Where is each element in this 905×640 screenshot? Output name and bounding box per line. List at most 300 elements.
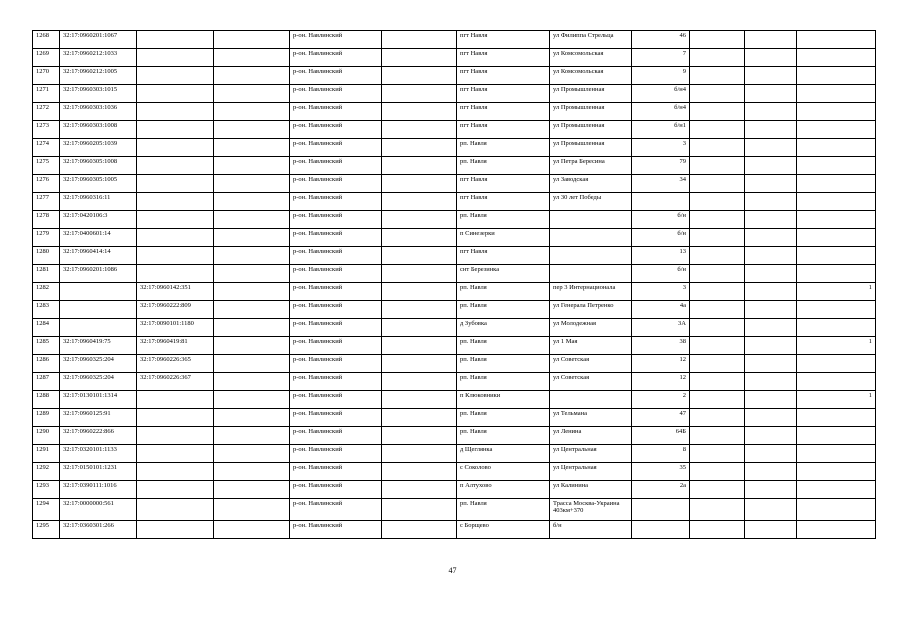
locality-cell: д Зубовка xyxy=(457,319,550,337)
parcel-cadastral-number-cell xyxy=(137,175,214,193)
empty-cell xyxy=(382,463,457,481)
parcel-cadastral-number-cell xyxy=(137,265,214,283)
house-number-cell: б/н1 xyxy=(632,121,690,139)
locality-cell: пгт Навля xyxy=(457,193,550,211)
empty-cell xyxy=(382,521,457,539)
empty-cell xyxy=(214,355,290,373)
locality-cell: рп. Навля xyxy=(457,283,550,301)
row-number-cell: 1273 xyxy=(33,121,60,139)
parcel-cadastral-number-cell: 32:17:0960226:365 xyxy=(137,355,214,373)
house-number-cell: б/н xyxy=(632,265,690,283)
row-number-cell: 1287 xyxy=(33,373,60,391)
flag-cell xyxy=(797,355,876,373)
empty-cell xyxy=(382,481,457,499)
empty-cell xyxy=(214,175,290,193)
row-number-cell: 1281 xyxy=(33,265,60,283)
cadastral-number-cell: 32:17:0960201:1086 xyxy=(60,265,137,283)
empty-cell xyxy=(690,157,745,175)
locality-cell: рп. Навля xyxy=(457,355,550,373)
empty-cell xyxy=(382,445,457,463)
district-cell: р-он. Навлинский xyxy=(290,229,382,247)
empty-cell xyxy=(690,121,745,139)
street-cell: Трасса Москва-Украина 403км+370 xyxy=(550,499,632,521)
empty-cell xyxy=(214,319,290,337)
house-number-cell xyxy=(632,521,690,539)
district-cell: р-он. Навлинский xyxy=(290,283,382,301)
house-number-cell: 13 xyxy=(632,247,690,265)
page-number: 47 xyxy=(448,566,457,575)
empty-cell xyxy=(745,193,797,211)
house-number-cell: 4а xyxy=(632,301,690,319)
empty-cell xyxy=(690,49,745,67)
cadastral-number-cell: 32:17:0960414:14 xyxy=(60,247,137,265)
cadastral-number-cell: 32:17:0960303:1015 xyxy=(60,85,137,103)
parcel-cadastral-number-cell xyxy=(137,481,214,499)
empty-cell xyxy=(745,499,797,521)
row-number-cell: 1275 xyxy=(33,157,60,175)
district-cell: р-он. Навлинский xyxy=(290,319,382,337)
empty-cell xyxy=(214,283,290,301)
row-number-cell: 1291 xyxy=(33,445,60,463)
house-number-cell xyxy=(632,499,690,521)
district-cell: р-он. Навлинский xyxy=(290,409,382,427)
empty-cell xyxy=(745,521,797,539)
house-number-cell: б/н xyxy=(632,229,690,247)
table-row xyxy=(33,157,876,175)
cadastral-number-cell: 32:17:0960305:1008 xyxy=(60,157,137,175)
table-row xyxy=(33,103,876,121)
house-number-cell: б/н4 xyxy=(632,103,690,121)
empty-cell xyxy=(690,247,745,265)
empty-cell xyxy=(382,499,457,521)
empty-cell xyxy=(690,211,745,229)
house-number-cell: 3 xyxy=(632,283,690,301)
register-body xyxy=(33,31,876,539)
flag-cell xyxy=(797,229,876,247)
parcel-cadastral-number-cell xyxy=(137,211,214,229)
empty-cell xyxy=(214,139,290,157)
locality-cell: рп. Навля xyxy=(457,139,550,157)
row-number-cell: 1292 xyxy=(33,463,60,481)
locality-cell: п Алтухово xyxy=(457,481,550,499)
empty-cell xyxy=(214,409,290,427)
empty-cell xyxy=(214,121,290,139)
district-cell: р-он. Навлинский xyxy=(290,67,382,85)
locality-cell: рп. Навля xyxy=(457,499,550,521)
row-number-cell: 1280 xyxy=(33,247,60,265)
empty-cell xyxy=(214,265,290,283)
empty-cell xyxy=(690,373,745,391)
cadastral-number-cell: 32:17:0960303:1008 xyxy=(60,121,137,139)
district-cell: р-он. Навлинский xyxy=(290,337,382,355)
street-cell: ул Филиппа Стрельца xyxy=(550,31,632,49)
locality-cell: рп. Навля xyxy=(457,301,550,319)
district-cell: р-он. Навлинский xyxy=(290,521,382,539)
street-cell: ул Советская xyxy=(550,355,632,373)
empty-cell xyxy=(690,139,745,157)
street-cell: ул Комсомольская xyxy=(550,49,632,67)
parcel-cadastral-number-cell xyxy=(137,85,214,103)
district-cell: р-он. Навлинский xyxy=(290,103,382,121)
cadastral-number-cell: 32:17:0000000:561 xyxy=(60,499,137,521)
row-number-cell: 1289 xyxy=(33,409,60,427)
row-number-cell: 1277 xyxy=(33,193,60,211)
street-cell: ул Молодежная xyxy=(550,319,632,337)
district-cell: р-он. Навлинский xyxy=(290,265,382,283)
empty-cell xyxy=(745,211,797,229)
table-row xyxy=(33,283,876,301)
empty-cell xyxy=(690,391,745,409)
locality-cell: пгт Навля xyxy=(457,103,550,121)
parcel-cadastral-number-cell: 32:17:0960419:81 xyxy=(137,337,214,355)
table-row xyxy=(33,319,876,337)
flag-cell xyxy=(797,103,876,121)
empty-cell xyxy=(745,85,797,103)
row-number-cell: 1282 xyxy=(33,283,60,301)
empty-cell xyxy=(382,49,457,67)
row-number-cell: 1276 xyxy=(33,175,60,193)
empty-cell xyxy=(214,391,290,409)
empty-cell xyxy=(745,31,797,49)
parcel-cadastral-number-cell: 32:17:0960222:809 xyxy=(137,301,214,319)
row-number-cell: 1286 xyxy=(33,355,60,373)
house-number-cell: 12 xyxy=(632,355,690,373)
empty-cell xyxy=(214,193,290,211)
street-cell: ул Генерала Петренко xyxy=(550,301,632,319)
flag-cell xyxy=(797,31,876,49)
street-cell: ул Промышленная xyxy=(550,103,632,121)
table-row xyxy=(33,499,876,521)
cadastral-number-cell xyxy=(60,283,137,301)
house-number-cell: 34 xyxy=(632,175,690,193)
flag-cell xyxy=(797,301,876,319)
empty-cell xyxy=(690,355,745,373)
flag-cell xyxy=(797,211,876,229)
empty-cell xyxy=(382,211,457,229)
flag-cell: 1 xyxy=(797,283,876,301)
table-row xyxy=(33,337,876,355)
parcel-cadastral-number-cell xyxy=(137,67,214,85)
empty-cell xyxy=(214,337,290,355)
table-row xyxy=(33,67,876,85)
cadastral-number-cell: 32:17:0960212:1033 xyxy=(60,49,137,67)
district-cell: р-он. Навлинский xyxy=(290,373,382,391)
district-cell: р-он. Навлинский xyxy=(290,463,382,481)
empty-cell xyxy=(745,481,797,499)
empty-cell xyxy=(690,319,745,337)
cadastral-number-cell: 32:17:0150101:1231 xyxy=(60,463,137,481)
flag-cell xyxy=(797,319,876,337)
cadastral-number-cell: 32:17:0130101:1314 xyxy=(60,391,137,409)
empty-cell xyxy=(690,193,745,211)
row-number-cell: 1279 xyxy=(33,229,60,247)
locality-cell: пгт Навля xyxy=(457,49,550,67)
empty-cell xyxy=(745,157,797,175)
table-row xyxy=(33,211,876,229)
locality-cell: рп. Навля xyxy=(457,157,550,175)
empty-cell xyxy=(690,31,745,49)
empty-cell xyxy=(214,157,290,175)
empty-cell xyxy=(745,175,797,193)
flag-cell xyxy=(797,49,876,67)
empty-cell xyxy=(690,463,745,481)
empty-cell xyxy=(382,373,457,391)
locality-cell: с Борщево xyxy=(457,521,550,539)
table-row xyxy=(33,193,876,211)
flag-cell xyxy=(797,175,876,193)
empty-cell xyxy=(382,319,457,337)
table-row xyxy=(33,301,876,319)
empty-cell xyxy=(214,463,290,481)
street-cell: ул Центральная xyxy=(550,463,632,481)
empty-cell xyxy=(690,445,745,463)
cadastral-number-cell xyxy=(60,301,137,319)
row-number-cell: 1290 xyxy=(33,427,60,445)
street-cell: ул Ленина xyxy=(550,427,632,445)
empty-cell xyxy=(214,521,290,539)
empty-cell xyxy=(690,265,745,283)
parcel-cadastral-number-cell xyxy=(137,499,214,521)
table-row xyxy=(33,355,876,373)
house-number-cell: 46 xyxy=(632,31,690,49)
house-number-cell: 47 xyxy=(632,409,690,427)
house-number-cell: 35 xyxy=(632,463,690,481)
empty-cell xyxy=(214,229,290,247)
locality-cell: снт Березинка xyxy=(457,265,550,283)
row-number-cell: 1269 xyxy=(33,49,60,67)
locality-cell: рп. Навля xyxy=(457,409,550,427)
locality-cell: рп. Навля xyxy=(457,337,550,355)
empty-cell xyxy=(382,391,457,409)
row-number-cell: 1278 xyxy=(33,211,60,229)
parcel-cadastral-number-cell xyxy=(137,121,214,139)
flag-cell xyxy=(797,157,876,175)
empty-cell xyxy=(690,521,745,539)
empty-cell xyxy=(745,445,797,463)
flag-cell xyxy=(797,193,876,211)
flag-cell xyxy=(797,499,876,521)
cadastral-number-cell: 32:17:0960125:91 xyxy=(60,409,137,427)
district-cell: р-он. Навлинский xyxy=(290,301,382,319)
district-cell: р-он. Навлинский xyxy=(290,49,382,67)
house-number-cell: 2а xyxy=(632,481,690,499)
empty-cell xyxy=(382,301,457,319)
empty-cell xyxy=(382,175,457,193)
empty-cell xyxy=(745,463,797,481)
empty-cell xyxy=(382,103,457,121)
empty-cell xyxy=(690,499,745,521)
empty-cell xyxy=(382,229,457,247)
empty-cell xyxy=(745,337,797,355)
district-cell: р-он. Навлинский xyxy=(290,247,382,265)
cadastral-number-cell: 32:17:0960419:75 xyxy=(60,337,137,355)
empty-cell xyxy=(214,427,290,445)
district-cell: р-он. Навлинский xyxy=(290,193,382,211)
empty-cell xyxy=(382,67,457,85)
row-number-cell: 1288 xyxy=(33,391,60,409)
table-row xyxy=(33,445,876,463)
empty-cell xyxy=(382,85,457,103)
flag-cell xyxy=(797,445,876,463)
street-cell: ул Тельмана xyxy=(550,409,632,427)
cadastral-number-cell: 32:17:0960205:1039 xyxy=(60,139,137,157)
row-number-cell: 1285 xyxy=(33,337,60,355)
empty-cell xyxy=(690,283,745,301)
parcel-cadastral-number-cell xyxy=(137,391,214,409)
house-number-cell: 8 xyxy=(632,445,690,463)
empty-cell xyxy=(745,373,797,391)
empty-cell xyxy=(382,157,457,175)
cadastral-number-cell xyxy=(60,319,137,337)
empty-cell xyxy=(745,121,797,139)
cadastral-number-cell: 32:17:0400601:14 xyxy=(60,229,137,247)
empty-cell xyxy=(214,103,290,121)
table-row xyxy=(33,409,876,427)
empty-cell xyxy=(382,283,457,301)
house-number-cell: б/н4 xyxy=(632,85,690,103)
house-number-cell: 2 xyxy=(632,391,690,409)
cadastral-number-cell: 32:17:0320101:1133 xyxy=(60,445,137,463)
row-number-cell: 1274 xyxy=(33,139,60,157)
street-cell: ул 30 лет Победы xyxy=(550,193,632,211)
locality-cell: д Щеглянка xyxy=(457,445,550,463)
flag-cell xyxy=(797,373,876,391)
table-row xyxy=(33,427,876,445)
district-cell: р-он. Навлинский xyxy=(290,427,382,445)
locality-cell: рп. Навля xyxy=(457,373,550,391)
street-cell: ул Промышленная xyxy=(550,85,632,103)
empty-cell xyxy=(382,409,457,427)
house-number-cell: 9 xyxy=(632,67,690,85)
locality-cell: пгт Навля xyxy=(457,31,550,49)
empty-cell xyxy=(214,445,290,463)
house-number-cell: 3А xyxy=(632,319,690,337)
empty-cell xyxy=(745,139,797,157)
flag-cell xyxy=(797,121,876,139)
empty-cell xyxy=(690,337,745,355)
empty-cell xyxy=(745,301,797,319)
empty-cell xyxy=(745,265,797,283)
table-row xyxy=(33,85,876,103)
district-cell: р-он. Навлинский xyxy=(290,499,382,521)
empty-cell xyxy=(690,427,745,445)
parcel-cadastral-number-cell: 32:17:0960226:367 xyxy=(137,373,214,391)
district-cell: р-он. Навлинский xyxy=(290,391,382,409)
parcel-cadastral-number-cell xyxy=(137,139,214,157)
parcel-cadastral-number-cell xyxy=(137,247,214,265)
parcel-cadastral-number-cell xyxy=(137,31,214,49)
empty-cell xyxy=(690,229,745,247)
empty-cell xyxy=(382,193,457,211)
street-cell xyxy=(550,229,632,247)
parcel-cadastral-number-cell xyxy=(137,193,214,211)
parcel-cadastral-number-cell xyxy=(137,157,214,175)
table-row xyxy=(33,49,876,67)
empty-cell xyxy=(745,355,797,373)
cadastral-number-cell: 32:17:0960316:11 xyxy=(60,193,137,211)
empty-cell xyxy=(690,103,745,121)
row-number-cell: 1295 xyxy=(33,521,60,539)
house-number-cell xyxy=(632,193,690,211)
empty-cell xyxy=(745,229,797,247)
parcel-cadastral-number-cell xyxy=(137,427,214,445)
empty-cell xyxy=(382,31,457,49)
flag-cell xyxy=(797,67,876,85)
flag-cell xyxy=(797,463,876,481)
cadastral-number-cell: 32:17:0960305:1005 xyxy=(60,175,137,193)
table-row xyxy=(33,175,876,193)
empty-cell xyxy=(745,67,797,85)
table-row xyxy=(33,31,876,49)
flag-cell: 1 xyxy=(797,337,876,355)
empty-cell xyxy=(382,337,457,355)
empty-cell xyxy=(214,31,290,49)
street-cell: ул 1 Мая xyxy=(550,337,632,355)
empty-cell xyxy=(382,139,457,157)
locality-cell: пгт Навля xyxy=(457,85,550,103)
cadastral-number-cell: 32:17:0960222:866 xyxy=(60,427,137,445)
table-row xyxy=(33,121,876,139)
flag-cell xyxy=(797,521,876,539)
house-number-cell: 7 xyxy=(632,49,690,67)
locality-cell: пгт Навля xyxy=(457,175,550,193)
row-number-cell: 1294 xyxy=(33,499,60,521)
house-number-cell: 38 xyxy=(632,337,690,355)
empty-cell xyxy=(382,355,457,373)
table-row xyxy=(33,481,876,499)
street-cell: пер 3 Интернационала xyxy=(550,283,632,301)
district-cell: р-он. Навлинский xyxy=(290,175,382,193)
empty-cell xyxy=(690,409,745,427)
district-cell: р-он. Навлинский xyxy=(290,445,382,463)
district-cell: р-он. Навлинский xyxy=(290,31,382,49)
district-cell: р-он. Навлинский xyxy=(290,121,382,139)
register-table xyxy=(32,30,876,539)
parcel-cadastral-number-cell xyxy=(137,521,214,539)
empty-cell xyxy=(745,103,797,121)
street-cell: ул Промышленная xyxy=(550,139,632,157)
empty-cell xyxy=(745,427,797,445)
flag-cell xyxy=(797,85,876,103)
street-cell: б/н xyxy=(550,521,632,539)
empty-cell xyxy=(690,481,745,499)
street-cell: ул Центральная xyxy=(550,445,632,463)
parcel-cadastral-number-cell xyxy=(137,103,214,121)
district-cell: р-он. Навлинский xyxy=(290,139,382,157)
parcel-cadastral-number-cell xyxy=(137,49,214,67)
table-row xyxy=(33,139,876,157)
empty-cell xyxy=(745,409,797,427)
flag-cell: 1 xyxy=(797,391,876,409)
house-number-cell: 12 xyxy=(632,373,690,391)
flag-cell xyxy=(797,409,876,427)
row-number-cell: 1271 xyxy=(33,85,60,103)
street-cell: ул Промышленная xyxy=(550,121,632,139)
flag-cell xyxy=(797,265,876,283)
empty-cell xyxy=(745,247,797,265)
street-cell xyxy=(550,265,632,283)
locality-cell: рп. Навля xyxy=(457,211,550,229)
empty-cell xyxy=(745,319,797,337)
empty-cell xyxy=(690,301,745,319)
locality-cell: п Клюковники xyxy=(457,391,550,409)
street-cell: ул Советская xyxy=(550,373,632,391)
row-number-cell: 1270 xyxy=(33,67,60,85)
row-number-cell: 1283 xyxy=(33,301,60,319)
parcel-cadastral-number-cell: 32:17:0090101:1180 xyxy=(137,319,214,337)
district-cell: р-он. Навлинский xyxy=(290,355,382,373)
parcel-cadastral-number-cell xyxy=(137,229,214,247)
